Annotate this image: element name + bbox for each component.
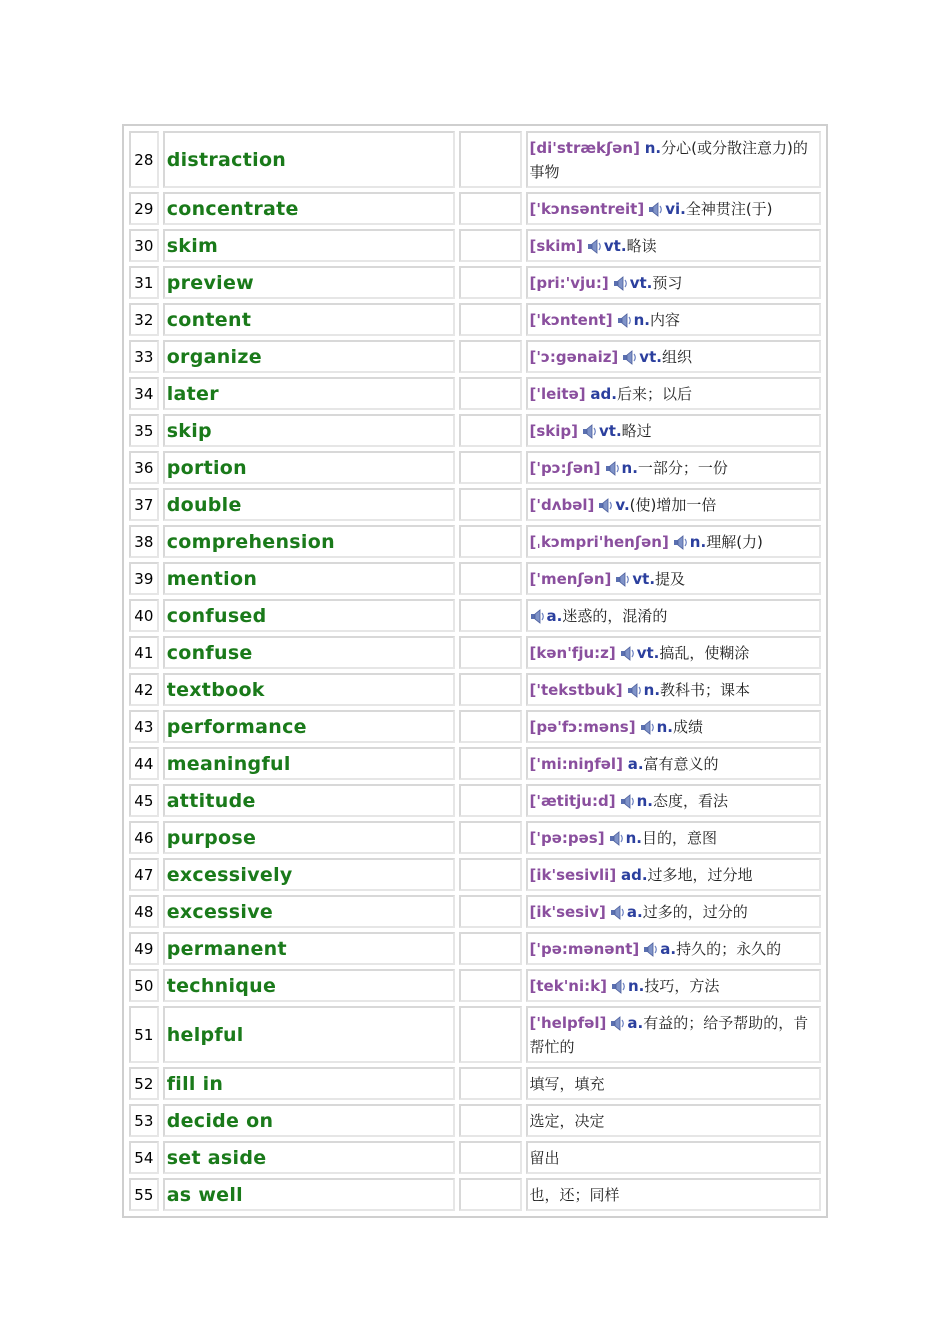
vocab-word: confused (163, 599, 456, 632)
vocab-word: skip (163, 414, 456, 447)
definition-cell (526, 266, 821, 299)
meaning: 一部分；一份 (637, 458, 728, 477)
vocab-word: distraction (163, 131, 456, 188)
part-of-speech: a. (627, 1013, 644, 1032)
meaning: 有益的；给予帮助的，肯帮忙的 (529, 1013, 809, 1056)
blank-cell (459, 340, 521, 373)
speaker-icon[interactable] (530, 609, 546, 624)
vocab-word: mention (163, 562, 456, 595)
definition-cell (526, 525, 821, 558)
phonetic: ['tekstbuk] (529, 680, 623, 699)
table-row (127, 1004, 823, 1065)
definition-cell (526, 821, 821, 854)
table-row (127, 930, 823, 967)
phonetic: ['kɔnsəntreit] (529, 199, 645, 218)
definition (530, 136, 819, 184)
vocab-word: excessive (163, 895, 456, 928)
vocab-word: set aside (163, 1141, 456, 1174)
definition-cell (526, 340, 821, 373)
definition (530, 752, 819, 776)
vocab-word: concentrate (163, 192, 456, 225)
blank-cell (459, 1104, 521, 1137)
speaker-icon[interactable] (627, 683, 643, 698)
definition-cell (526, 488, 821, 521)
phonetic: [pri:'vju:] (529, 273, 609, 292)
vocab-word: textbook (163, 673, 456, 706)
blank-cell (459, 303, 521, 336)
definition-cell (526, 1141, 821, 1174)
row-number: 31 (129, 266, 159, 299)
part-of-speech: vt. (636, 643, 660, 662)
part-of-speech: vi. (665, 199, 686, 218)
table-row (127, 745, 823, 782)
table-row (127, 227, 823, 264)
speaker-icon[interactable] (605, 461, 621, 476)
blank-cell (459, 1141, 521, 1174)
definition (530, 789, 819, 813)
definition (530, 1146, 819, 1170)
definition (530, 1011, 819, 1059)
definition (530, 456, 819, 480)
phonetic: ['pɔ:ʃən] (529, 458, 601, 477)
definition-cell (526, 1104, 821, 1137)
definition-cell (526, 673, 821, 706)
blank-cell (459, 710, 521, 743)
row-number: 47 (129, 858, 159, 891)
vocab-word: technique (163, 969, 456, 1002)
definition (530, 641, 819, 665)
vocab-word: content (163, 303, 456, 336)
meaning: 成绩 (672, 717, 703, 736)
row-number: 48 (129, 895, 159, 928)
part-of-speech: a. (626, 902, 643, 921)
definition-cell (526, 895, 821, 928)
table-row (127, 264, 823, 301)
definition (530, 382, 819, 406)
row-number: 52 (129, 1067, 159, 1100)
meaning: 持久的；永久的 (676, 939, 782, 958)
phonetic: [skip] (529, 421, 579, 440)
speaker-icon[interactable] (617, 313, 633, 328)
part-of-speech: vt. (599, 421, 622, 440)
vocab-word: decide on (163, 1104, 456, 1137)
phonetic: ['ɔ:gənaiz] (529, 347, 619, 366)
table-row (127, 375, 823, 412)
part-of-speech: vt. (629, 273, 653, 292)
phonetic: [tek'ni:k] (529, 976, 607, 995)
definition-cell (526, 451, 821, 484)
definition-cell (526, 562, 821, 595)
table-row (127, 1065, 823, 1102)
meaning: 态度，看法 (652, 791, 728, 810)
definition-cell (526, 858, 821, 891)
table-row (127, 129, 823, 190)
blank-cell (459, 131, 521, 188)
table-row (127, 967, 823, 1004)
row-number: 39 (129, 562, 159, 595)
meaning: 分心(或分散注意力)的事物 (529, 138, 808, 181)
row-number: 38 (129, 525, 159, 558)
meaning: 富有意义的 (643, 754, 719, 773)
meaning: (使)增加一倍 (629, 495, 717, 514)
part-of-speech: n. (633, 310, 650, 329)
meaning: 也，还；同样 (529, 1185, 620, 1204)
table-row (127, 1102, 823, 1139)
definition (530, 1183, 819, 1207)
definition (530, 715, 819, 739)
table-row (127, 708, 823, 745)
phonetic: ['helpfəl] (529, 1013, 607, 1032)
phonetic: ['pə:pəs] (529, 828, 605, 847)
definition-cell (526, 377, 821, 410)
definition-cell (526, 710, 821, 743)
phonetic: [ik'sesiv] (529, 902, 606, 921)
speaker-icon[interactable] (622, 350, 638, 365)
row-number: 55 (129, 1178, 159, 1211)
part-of-speech: n. (643, 680, 661, 699)
definition-cell (526, 969, 821, 1002)
phonetic: ['mi:niŋfəl] (529, 754, 623, 773)
phonetic: [ˌkɔmpri'henʃən] (529, 532, 669, 551)
part-of-speech: ad. (590, 384, 617, 403)
definition (530, 308, 819, 332)
row-number: 32 (129, 303, 159, 336)
definition (530, 937, 819, 961)
definition (530, 826, 819, 850)
speaker-icon[interactable] (648, 202, 664, 217)
table-row (127, 1139, 823, 1176)
part-of-speech: v. (615, 495, 630, 514)
vocab-word: later (163, 377, 456, 410)
meaning: 迷惑的，混淆的 (562, 606, 668, 625)
speaker-icon[interactable] (613, 276, 629, 291)
part-of-speech: a. (546, 606, 563, 625)
vocab-word: purpose (163, 821, 456, 854)
blank-cell (459, 932, 521, 965)
definition (530, 567, 819, 591)
meaning: 内容 (649, 310, 680, 329)
meaning: 略过 (621, 421, 652, 440)
definition-cell (526, 229, 821, 262)
meaning: 教科书；课本 (660, 680, 751, 699)
vocab-word: meaningful (163, 747, 456, 780)
row-number: 43 (129, 710, 159, 743)
table-row (127, 634, 823, 671)
meaning: 全神贯注(于) (685, 199, 773, 218)
blank-cell (459, 488, 521, 521)
part-of-speech: a. (627, 754, 644, 773)
part-of-speech: vt. (632, 569, 656, 588)
meaning: 目的，意图 (641, 828, 717, 847)
row-number: 29 (129, 192, 159, 225)
part-of-speech: vt. (639, 347, 662, 366)
phonetic: ['dʌbəl] (529, 495, 595, 514)
speaker-icon[interactable] (673, 535, 689, 550)
table-row (127, 597, 823, 634)
table-row (127, 856, 823, 893)
part-of-speech: n. (656, 717, 673, 736)
part-of-speech: n. (627, 976, 645, 995)
blank-cell (459, 1178, 521, 1211)
phonetic: [ik'sesivli] (529, 865, 617, 884)
speaker-icon[interactable] (611, 979, 627, 994)
definition-cell (526, 784, 821, 817)
blank-cell (459, 821, 521, 854)
table-row (127, 671, 823, 708)
meaning: 略读 (626, 236, 657, 255)
definition-cell (526, 932, 821, 965)
vocab-word: confuse (163, 636, 456, 669)
row-number: 30 (129, 229, 159, 262)
speaker-icon[interactable] (615, 572, 631, 587)
phonetic: [di'strækʃən] (529, 138, 640, 157)
blank-cell (459, 414, 521, 447)
definition-cell (526, 192, 821, 225)
row-number: 49 (129, 932, 159, 965)
definition (530, 530, 819, 554)
phonetic: [kən'fju:z] (529, 643, 616, 662)
meaning: 过多地，过分地 (647, 865, 753, 884)
blank-cell (459, 192, 521, 225)
definition-cell (526, 1178, 821, 1211)
table-row (127, 560, 823, 597)
meaning: 技巧，方法 (644, 976, 720, 995)
definition-cell (526, 1067, 821, 1100)
speaker-icon[interactable] (643, 942, 659, 957)
part-of-speech: n. (625, 828, 642, 847)
blank-cell (459, 969, 521, 1002)
row-number: 54 (129, 1141, 159, 1174)
blank-cell (459, 858, 521, 891)
speaker-icon[interactable] (587, 239, 603, 254)
vocab-word: preview (163, 266, 456, 299)
definition-cell (526, 599, 821, 632)
vocab-word: helpful (163, 1006, 456, 1063)
table-row (127, 819, 823, 856)
definition (530, 863, 819, 887)
definition (530, 678, 819, 702)
row-number: 53 (129, 1104, 159, 1137)
blank-cell (459, 266, 521, 299)
part-of-speech: n. (621, 458, 638, 477)
blank-cell (459, 747, 521, 780)
vocab-word: fill in (163, 1067, 456, 1100)
definition (530, 1109, 819, 1133)
definition (530, 419, 819, 443)
definition (530, 345, 819, 369)
table-row (127, 523, 823, 560)
speaker-icon[interactable] (609, 831, 625, 846)
table-row (127, 338, 823, 375)
definition-cell (526, 414, 821, 447)
definition (530, 900, 819, 924)
definition (530, 1072, 819, 1096)
vocab-word: as well (163, 1178, 456, 1211)
definition (530, 271, 819, 295)
definition (530, 234, 819, 258)
meaning: 组织 (661, 347, 692, 366)
blank-cell (459, 673, 521, 706)
part-of-speech: n. (689, 532, 707, 551)
row-number: 46 (129, 821, 159, 854)
meaning: 留出 (529, 1148, 560, 1167)
row-number: 37 (129, 488, 159, 521)
blank-cell (459, 1006, 521, 1063)
row-number: 33 (129, 340, 159, 373)
definition-cell (526, 1006, 821, 1063)
meaning: 提及 (655, 569, 686, 588)
row-number: 36 (129, 451, 159, 484)
row-number: 34 (129, 377, 159, 410)
meaning: 搞乱，使糊涂 (659, 643, 750, 662)
table-row (127, 190, 823, 227)
vocab-word: attitude (163, 784, 456, 817)
part-of-speech: vt. (603, 236, 627, 255)
definition (530, 974, 819, 998)
meaning: 填写，填充 (529, 1074, 605, 1093)
meaning: 后来；以后 (616, 384, 692, 403)
part-of-speech: ad. (620, 865, 648, 884)
phonetic: [pə'fɔ:məns] (529, 717, 636, 736)
row-number: 40 (129, 599, 159, 632)
phonetic: ['pə:mənənt] (529, 939, 640, 958)
vocab-word: portion (163, 451, 456, 484)
row-number: 28 (129, 131, 159, 188)
meaning: 选定，决定 (529, 1111, 605, 1130)
definition-cell (526, 636, 821, 669)
row-number: 45 (129, 784, 159, 817)
definition (530, 197, 819, 221)
row-number: 42 (129, 673, 159, 706)
blank-cell (459, 599, 521, 632)
blank-cell (459, 636, 521, 669)
blank-cell (459, 229, 521, 262)
vocab-word: permanent (163, 932, 456, 965)
definition-cell (526, 131, 821, 188)
row-number: 35 (129, 414, 159, 447)
vocab-word: skim (163, 229, 456, 262)
blank-cell (459, 1067, 521, 1100)
part-of-speech: n. (644, 138, 662, 157)
speaker-icon[interactable] (610, 1016, 626, 1031)
table-row (127, 412, 823, 449)
table-row (127, 1176, 823, 1213)
table-row (127, 301, 823, 338)
vocab-word: excessively (163, 858, 456, 891)
speaker-icon[interactable] (610, 905, 626, 920)
row-number: 50 (129, 969, 159, 1002)
blank-cell (459, 895, 521, 928)
part-of-speech: n. (636, 791, 653, 810)
vocab-word: organize (163, 340, 456, 373)
meaning: 理解(力) (706, 532, 763, 551)
speaker-icon[interactable] (640, 720, 656, 735)
vocab-word: performance (163, 710, 456, 743)
vocab-word: double (163, 488, 456, 521)
meaning: 过多的，过分的 (642, 902, 748, 921)
row-number: 44 (129, 747, 159, 780)
part-of-speech: a. (660, 939, 677, 958)
row-number: 41 (129, 636, 159, 669)
vocabulary-table (122, 124, 828, 1218)
speaker-icon[interactable] (582, 424, 598, 439)
meaning: 预习 (652, 273, 683, 292)
table-row (127, 782, 823, 819)
phonetic: ['menʃən] (529, 569, 612, 588)
vocab-word: comprehension (163, 525, 456, 558)
blank-cell (459, 377, 521, 410)
definition-cell (526, 303, 821, 336)
phonetic: ['kɔntent] (529, 310, 613, 329)
phonetic: [skim] (529, 236, 583, 255)
table-row (127, 893, 823, 930)
phonetic: ['leitə] (529, 384, 586, 403)
definition (530, 493, 819, 517)
definition-cell (526, 747, 821, 780)
phonetic: ['ætitju:d] (529, 791, 616, 810)
blank-cell (459, 562, 521, 595)
row-number: 51 (129, 1006, 159, 1063)
speaker-icon[interactable] (620, 646, 636, 661)
table-row (127, 449, 823, 486)
blank-cell (459, 784, 521, 817)
table-row (127, 486, 823, 523)
blank-cell (459, 525, 521, 558)
speaker-icon[interactable] (598, 498, 614, 513)
speaker-icon[interactable] (620, 794, 636, 809)
blank-cell (459, 451, 521, 484)
definition (530, 604, 819, 628)
